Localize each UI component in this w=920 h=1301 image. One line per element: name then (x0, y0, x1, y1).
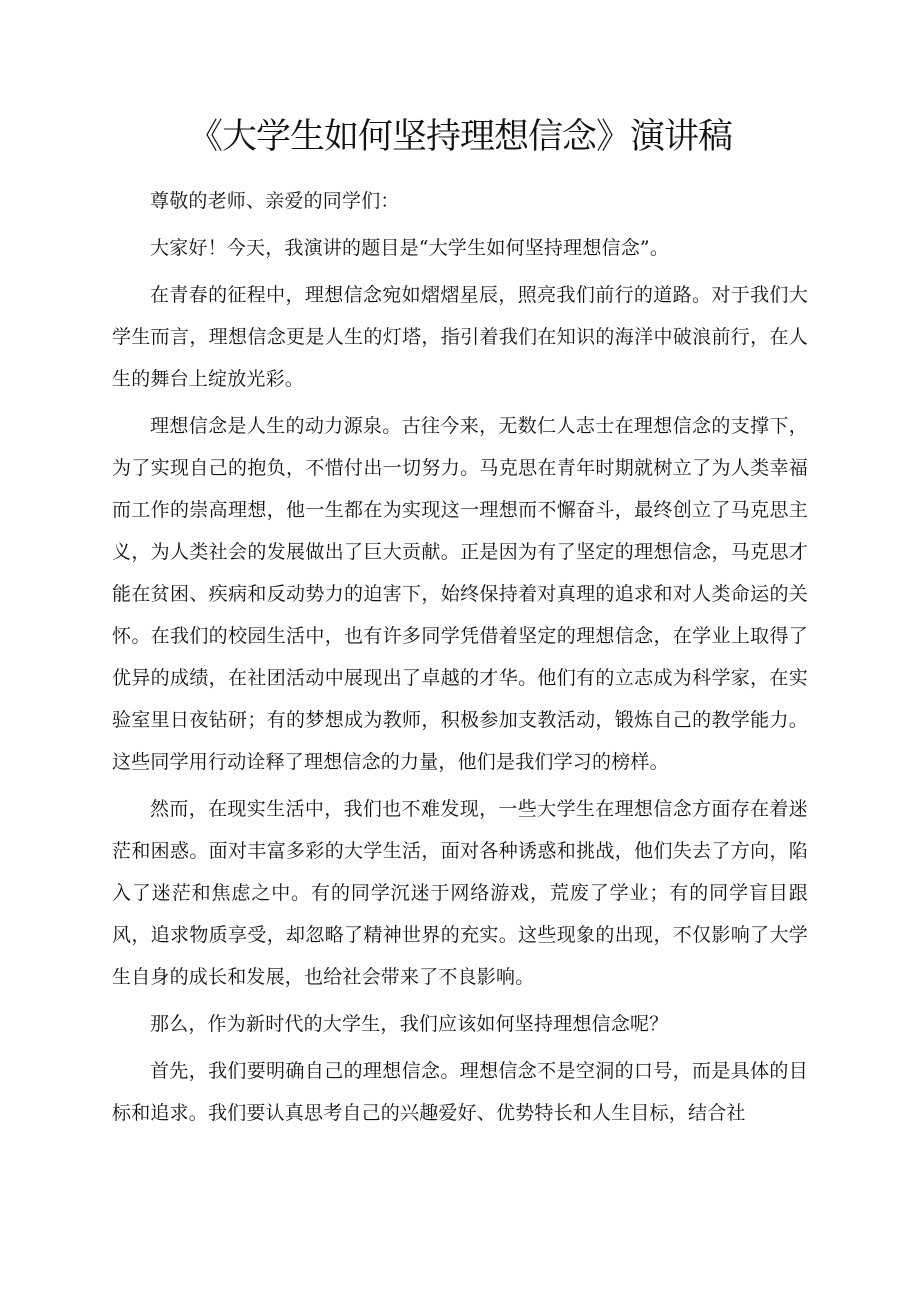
body-paragraph: 首先，我们要明确自己的理想信念。理想信念不是空洞的口号，而是具体的目标和追求。我们要认真思考自己的兴趣爱好、优势特长和人生目标，结合社 (112, 1060, 808, 1124)
greeting-paragraph: 尊敬的老师、亲爱的同学们： (150, 190, 400, 212)
document-body (112, 180, 808, 1139)
body-paragraph: 在青春的征程中，理想信念宛如熠熠星辰，照亮我们前行的道路。对于我们大学生而言，理想信念更是人生的灯塔，指引着我们在知识的海洋中破浪前行，在人生的舞台上绽放光彩。 (112, 284, 808, 390)
question-paragraph: 那么，作为新时代的大学生，我们应该如何坚持理想信念呢？ (150, 1013, 669, 1035)
document-title: 《大学生如何坚持理想信念》演讲稿 (187, 117, 732, 157)
intro-paragraph: 大家好！今天，我演讲的题目是“大学生如何坚持理想信念”。 (150, 237, 670, 259)
body-paragraph: 然而，在现实生活中，我们也不难发现，一些大学生在理想信念方面存在着迷茫和困惑。面对丰富多彩的大学生活，面对各种诱惑和挑战，他们失去了方向，陷入了迷茫和焦虑之中。有的同学沉迷于网络游戏，荒废了学业；有的同学盲目跟风，追求物质享受，却忽略了精神世界的充实。这些现象的出现，不仅影响了大学生自身的成长和发展，也给社会带来了不良影响。 (112, 798, 808, 988)
body-paragraph: 理想信念是人生的动力源泉。古往今来，无数仁人志士在理想信念的支撑下，为了实现自己的抱负，不惜付出一切努力。马克思在青年时期就树立了为人类幸福而工作的崇高理想，他一生都在为实现这一理想而不懈奋斗，最终创立了马克思主义，为人类社会的发展做出了巨大贡献。正是因为有了坚定的理想信念，马克思才能在贫困、疾病和反动势力的迫害下，始终保持着对真理的追求和对人类命运的关怀。在我们的校园生活中，也有许多同学凭借着坚定的理想信念，在学业上取得了优异的成绩，在社团活动中展现出了卓越的才华。他们有的立志成为科学家，在实验室里日夜钻研；有的梦想成为教师，积极参加支教活动，锻炼自己的教学能力。这些同学用行动诠释了理想信念的力量，他们是我们学习的榜样。 (112, 415, 808, 773)
